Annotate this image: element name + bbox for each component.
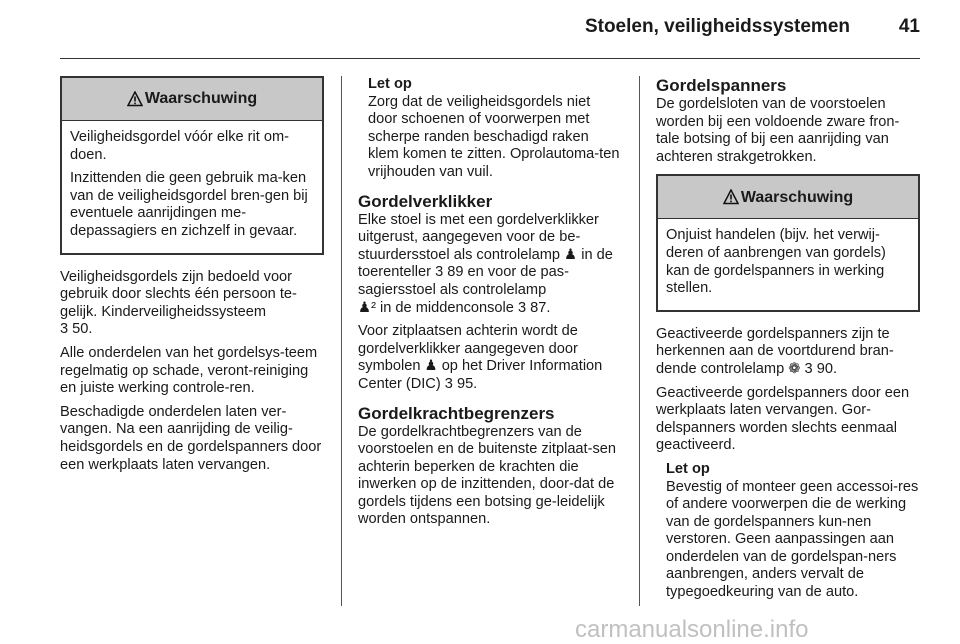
watermark: carmanualsonline.info [575,616,809,643]
note-block [656,461,920,602]
note-text: Bevestig of monteer geen accessoi-res of andere voorwerpen die de werking van de gordelspanners kun-nen verstoren. Geen aanpassingen aan onderdelen van de gordelspan-ners aanbrengen, anders vervalt de typegoedkeuring van de auto. [666,478,919,601]
column-divider [341,76,342,606]
note-block [358,76,622,182]
note-title: Let op [666,460,710,477]
warning-header [62,78,322,121]
paragraph: Beschadigde onderdelen laten ver-vangen. Na een aanrijding de veilig-heidsgordels en de gordelspanners door een werkplaats laten vervangen. [60,403,322,473]
section-heading-gordelkrachtbegrenzers: Gordelkrachtbegrenzers [358,403,555,423]
paragraph: Voor zitplaatsen achterin wordt de gordelverklikker aangegeven door symbolen ♟ op het Driver Information Center (DIC) 3 95. [358,323,603,392]
column-2 [358,76,622,535]
page-reference: 3 50. [60,321,93,338]
column-divider [639,76,640,606]
header-rule [60,58,920,59]
warning-header [658,176,918,219]
paragraph: Elke stoel is met een gordelverklikker uitgerust, aangegeven voor de be-stuurdersstoel als controlelamp ♟ in de toerenteller 3 89 en voor de pas-sagiersstoel als controlelamp ♟² in de middenconsole 3 87. [358,211,613,316]
warning-text: Onjuist handelen (bijv. het verwij-deren of aanbrengen van gordels) kan de gordelspanners in werking stellen. [666,227,886,297]
paragraph: Geactiveerde gordelspanners door een werkplaats laten vervangen. Gor-delspanners worden slechts eenmaal geactiveerd. [656,384,910,454]
paragraph: De gordelsloten van de voorstoelen worden bij een voldoende zware fron-tale botsing of bij een aanrijding van achteren strakgetrokken. [656,96,900,165]
paragraph: Veiligheidsgordels zijn bedoeld voor gebruik door slechts één persoon te-gelijk. Kinderveiligheidssysteem 3 50. [60,268,297,338]
paragraph: De gordelkrachtbegrenzers van de voorstoelen en de buitenste zitplaat-sen achterin beperken de krachten die inwerken op de inzittenden, door-dat de gordels tijdens een botsing ge-leidelijk worden ontspannen. [358,423,616,528]
section-heading-gordelspanners: Gordelspanners [656,76,787,95]
warning-box-seatbelt [60,76,324,255]
column-3 [656,76,920,608]
warning-label: Waarschuwing [740,188,854,206]
passenger-seatbelt-icon: ♟² [358,299,376,316]
section-heading-gordelverklikker: Gordelverklikker [358,191,493,211]
page-number: 41 [898,16,920,37]
paragraph: Alle onderdelen van het gordelsys-teem regelmatig op schade, veront-reiniging en juiste werking controle-ren. [60,344,318,397]
warning-label: Waarschuwing [144,90,258,108]
note-title: Let op [368,76,412,92]
seatbelt-warning-icon: ♟ [564,246,578,263]
seatbelt-warning-icon: ♟ [424,358,438,375]
warning-text: Veiligheidsgordel vóór elke rit om-doen. [70,129,290,163]
paragraph: Geactiveerde gordelspanners zijn te herkennen aan de voortdurend bran-dende controlelamp ❁ 3 90. [656,325,894,377]
warning-box-gordelspanners [656,174,920,311]
warning-triangle-icon [127,91,143,107]
warning-text: Inzittenden die geen gebruik ma-ken van de veiligheidsgordel bren-gen bij eventuele aanrijdingen me-depassagiers en zichzelf in gevaar. [70,170,308,239]
airbag-seatbelt-tensioner-icon: ❁ [788,360,801,377]
page-header-title: Stoelen, veiligheidssystemen [584,16,850,37]
note-text: Zorg dat de veiligheidsgordels niet door schoenen of voorwerpen met scherpe randen beschadigd raken klem komen te zitten. Oprolautoma-ten vrijhouden van vuil. [368,93,620,180]
column-1 [60,76,324,480]
warning-triangle-icon [723,189,739,205]
